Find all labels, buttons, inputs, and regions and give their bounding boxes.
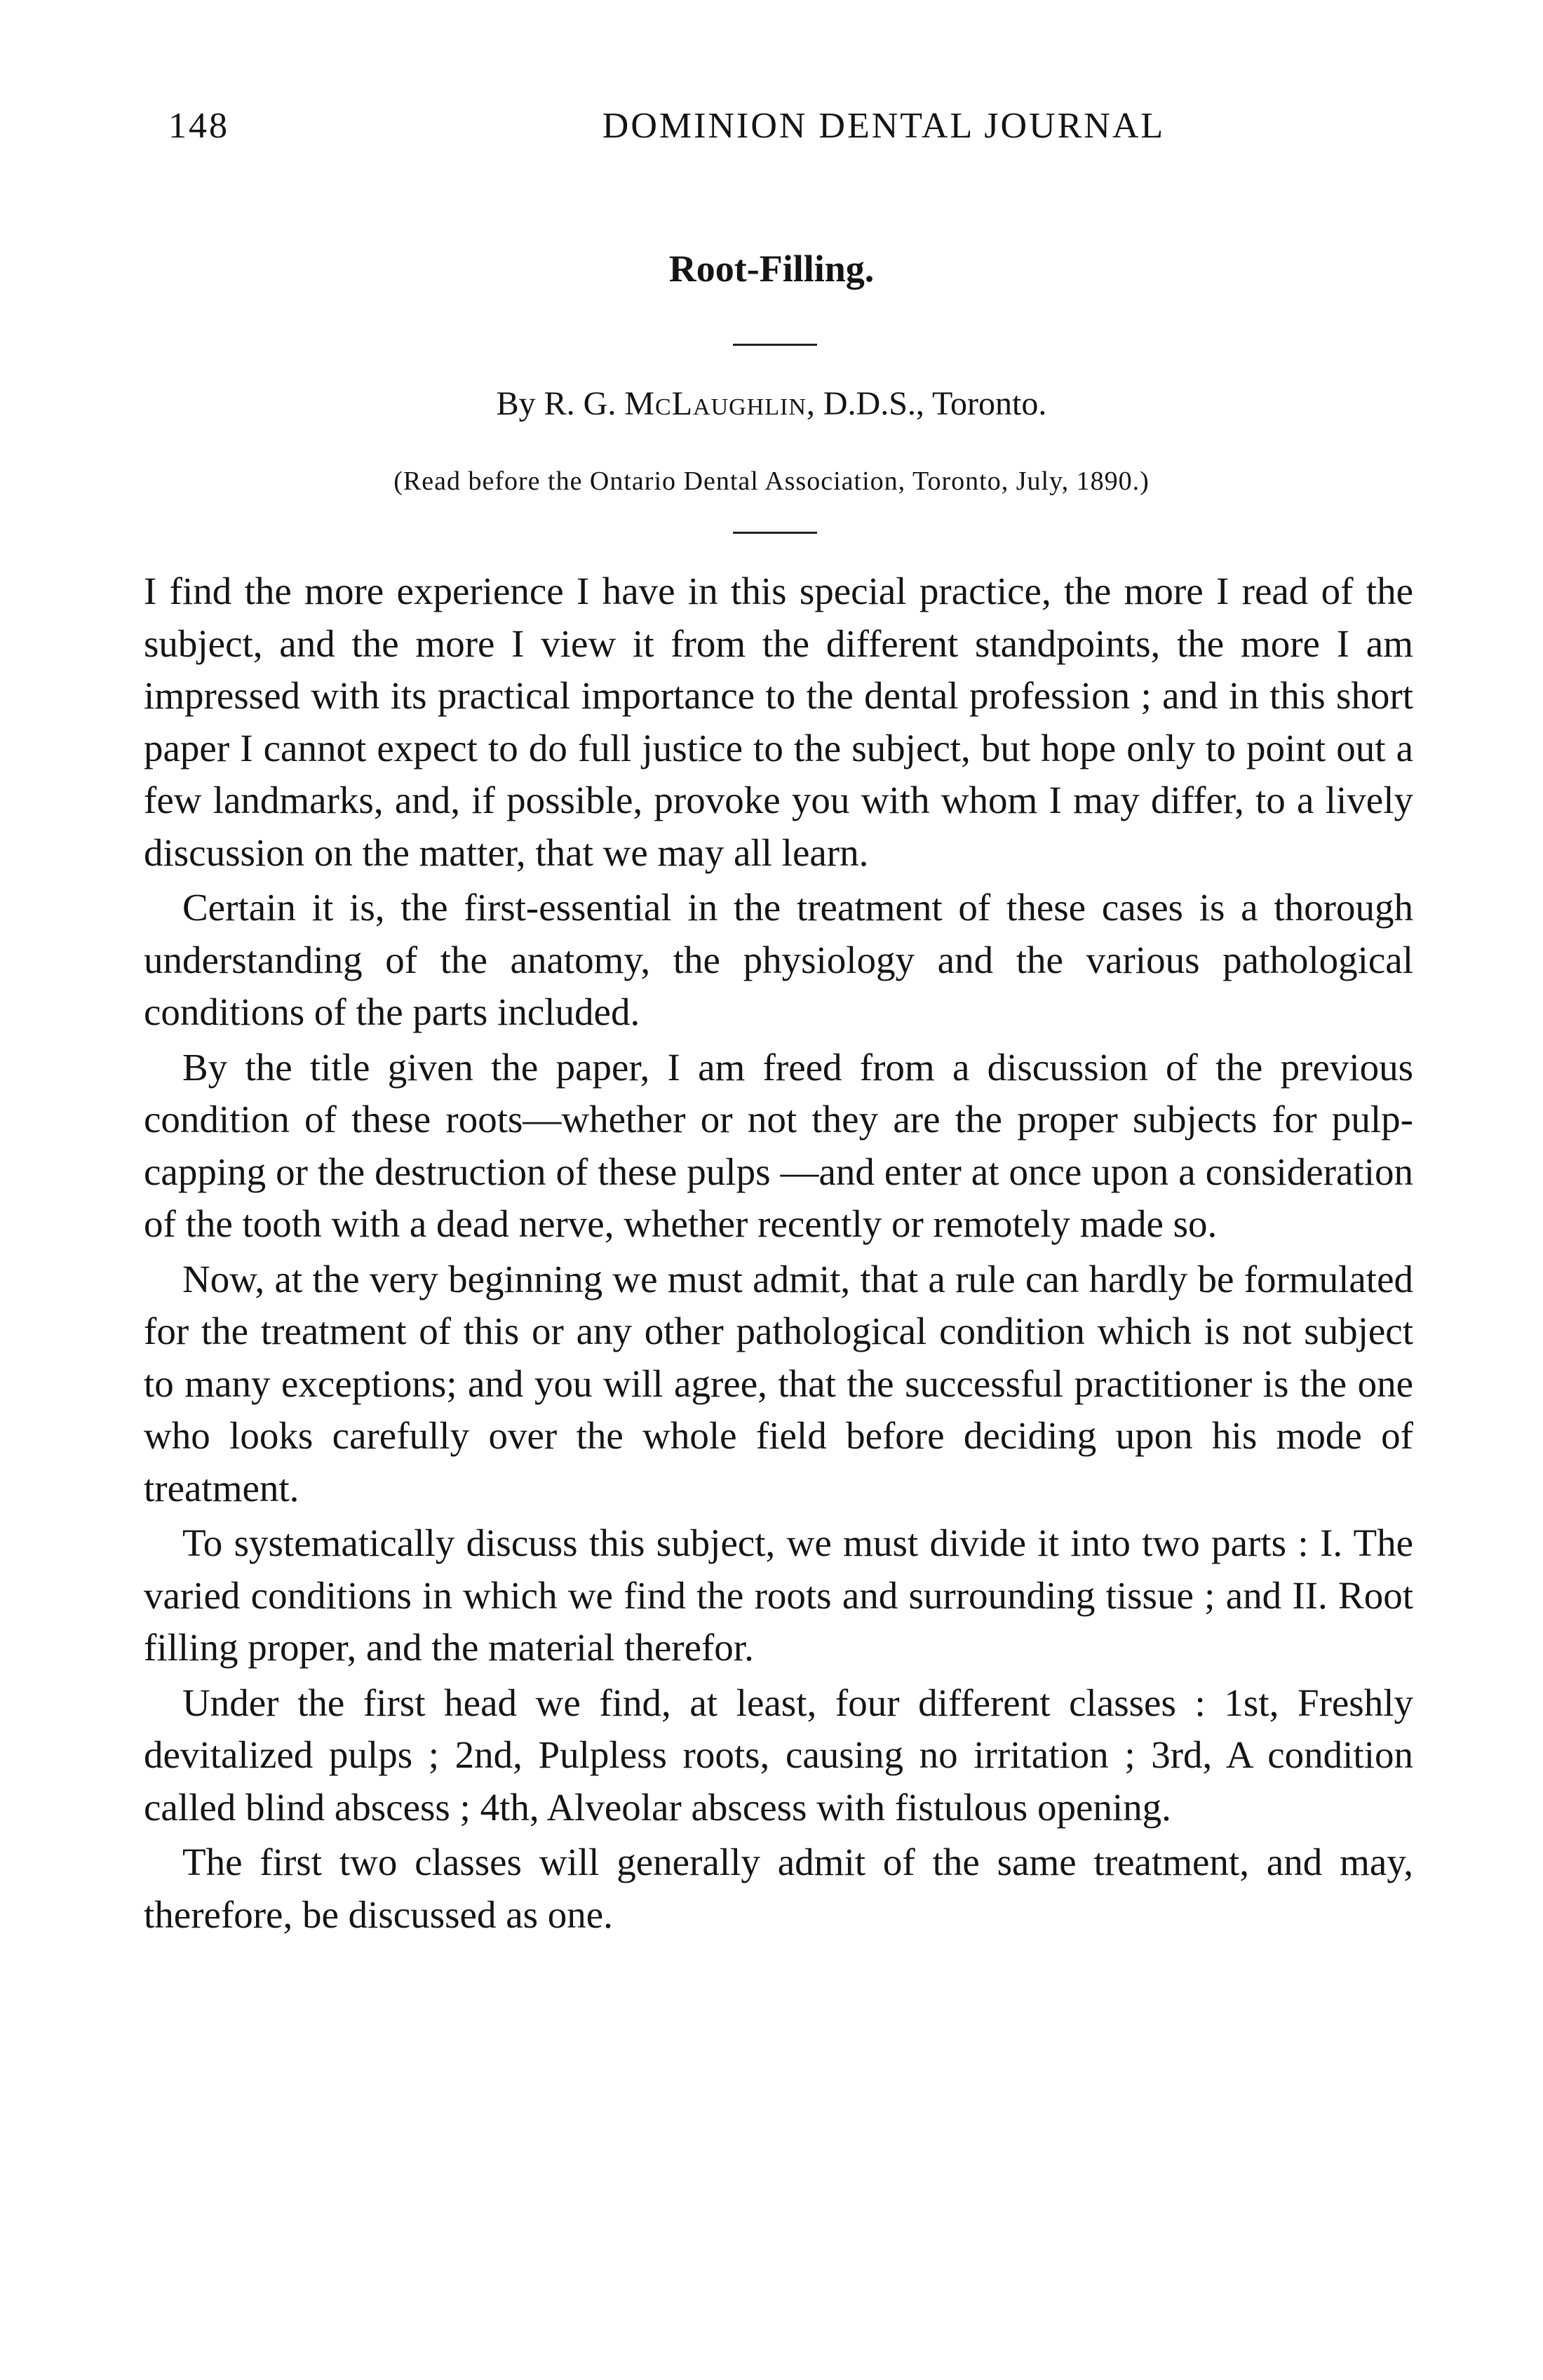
paragraph-3: By the title given the paper, I am freed from a discussion of the previous condition of these roots—whether or not they are the proper subjects for pulp-capping or the destruction of these pulps —and enter at once upon a consideration of the tooth with a dead nerve, whether recently or remotely made so. bbox=[144, 1045, 1413, 1245]
byline-divider bbox=[733, 532, 817, 534]
byline-prefix: By R. G. bbox=[496, 385, 625, 422]
paragraph-1: I find the more experience I have in this special practice, the more I read of the subject, and the more I view it from the different standpoints, the more I am impressed with its practical importance to the dental profession ; and in this short paper I cannot expect to do full justice to the subject, but hope only to point out a few landmarks, and, if possible, provoke you with whom I may differ, to a lively discussion on the matter, that we may all learn. bbox=[144, 570, 1413, 874]
title-divider bbox=[733, 344, 817, 346]
article-title: Root-Filling. bbox=[668, 248, 875, 290]
paragraph-5: To systematically discuss this subject, we must divide it into two parts : I. The varied conditions in which we find the roots and surrounding tissue ; and II. Root filling proper, and the material therefor. bbox=[144, 1521, 1413, 1669]
paragraph-7: The first two classes will generally admit of the same treatment, and may, therefore, be discussed as one. bbox=[144, 1841, 1413, 1936]
journal-title: DOMINION DENTAL JOURNAL bbox=[602, 106, 1166, 146]
author-name: McLaughlin bbox=[624, 385, 807, 422]
byline-suffix: , D.D.S., Toronto. bbox=[806, 385, 1047, 422]
paragraph-2: Certain it is, the first-essential in the treatment of these cases is a thorough understanding of the anatomy, the physiology and the various pathological conditions of the parts included. bbox=[144, 886, 1413, 1033]
page-number: 148 bbox=[168, 106, 229, 146]
paragraph-4: Now, at the very beginning we must admit, that a rule can hardly be formulated for the treatment of this or any other pathological condition which is not subject to many exceptions; and you will agree, that the successful practitioner is the one who looks carefully over the whole field before deciding upon his mode of treatment. bbox=[144, 1257, 1413, 1510]
read-note: (Read before the Ontario Dental Association, Toronto, July, 1890.) bbox=[393, 466, 1150, 496]
article-body bbox=[144, 565, 1413, 1944]
running-head bbox=[168, 105, 1438, 161]
paragraph-6: Under the first head we find, at least, four different classes : 1st, Freshly devitalized pulps ; 2nd, Pulpless roots, causing no irritation ; 3rd, A condition called blind abscess ; 4th, Alveolar abscess with fistulous opening. bbox=[144, 1681, 1413, 1829]
byline bbox=[0, 384, 1543, 423]
